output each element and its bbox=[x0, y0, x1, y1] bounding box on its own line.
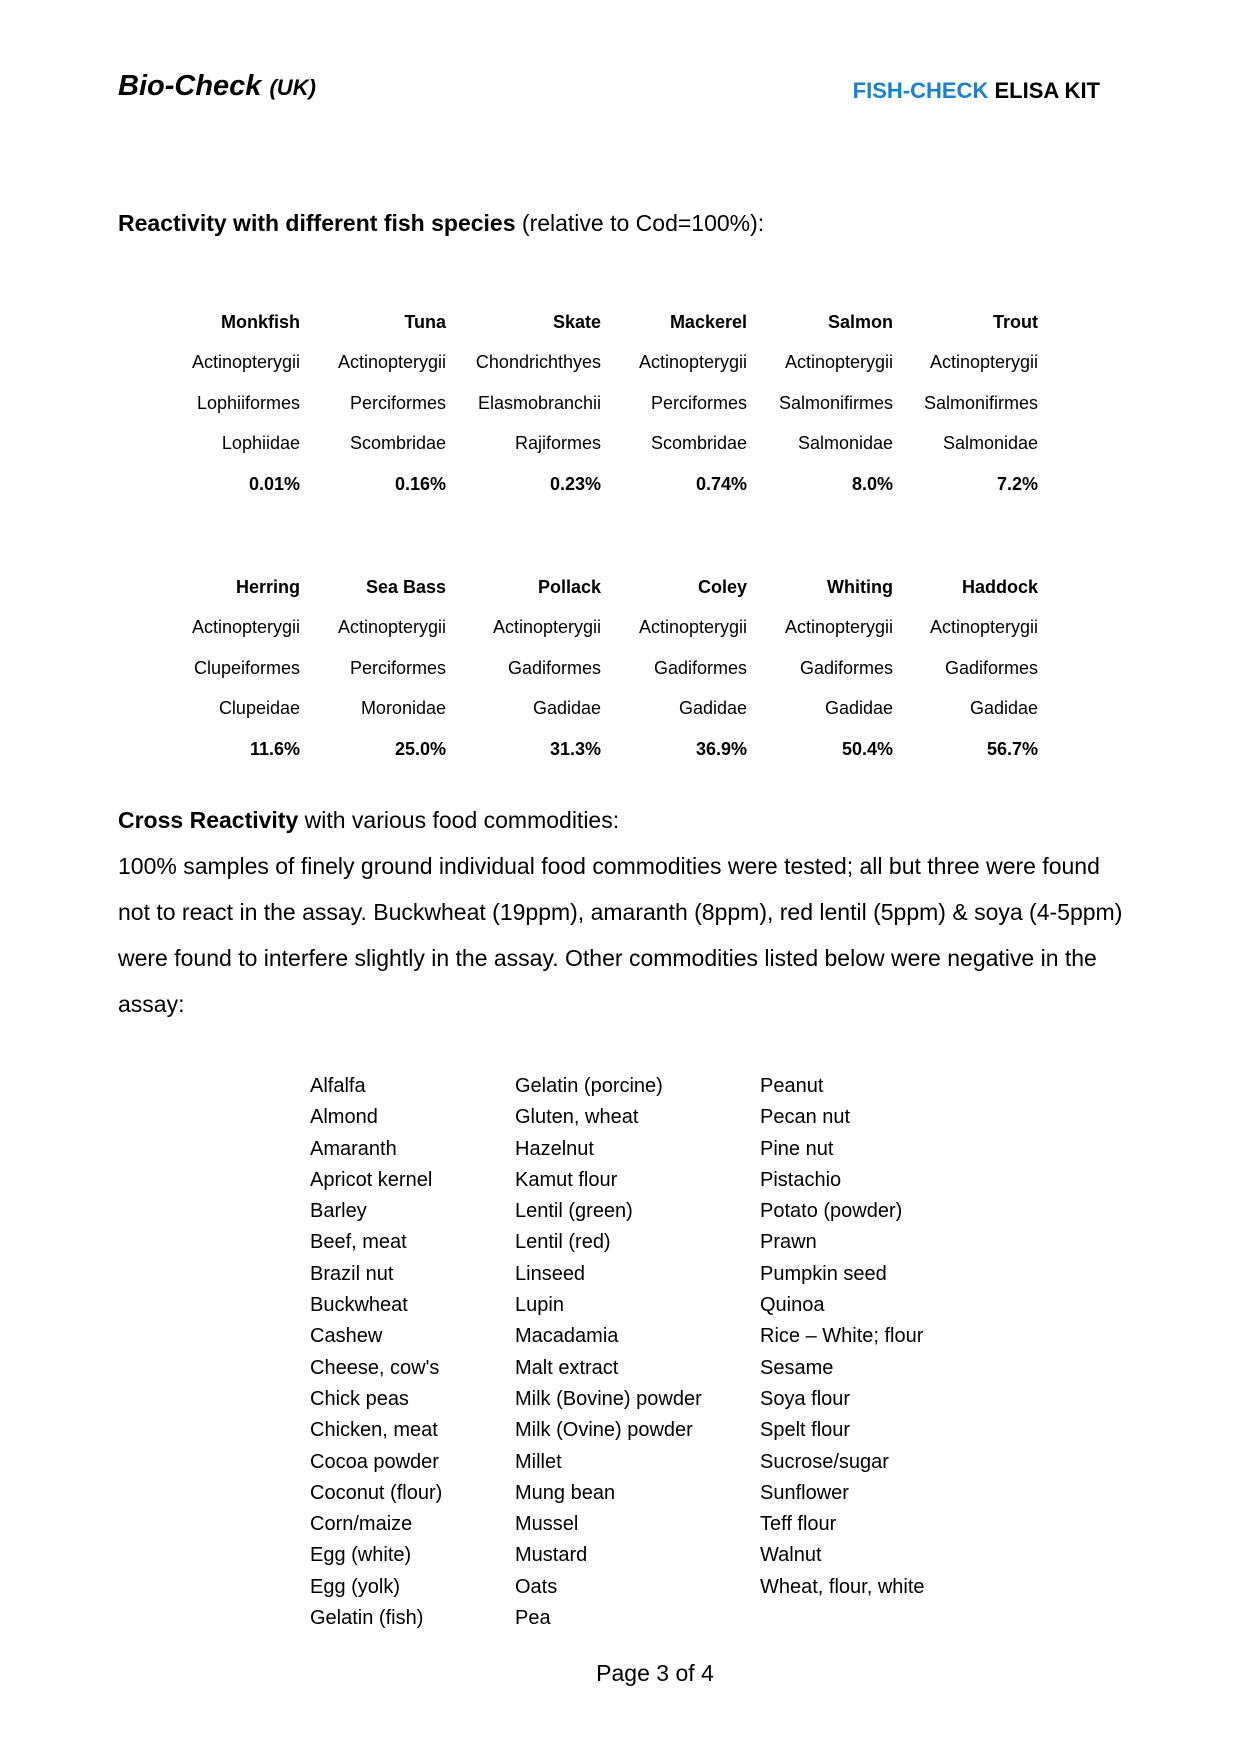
commodity-item: Egg (white) bbox=[310, 1544, 412, 1567]
fish-cell-species-name: Mackerel bbox=[669, 311, 747, 332]
fish-cell-species-name: Pollack bbox=[537, 576, 601, 597]
fish-cell-family: Scombridae bbox=[349, 433, 446, 454]
fish-reactivity-table-2 bbox=[118, 567, 1038, 770]
cross-reactivity-paragraph: 100% samples of finely ground individual food commodities were tested; all but three were found not to react in the assay. Buckwheat (19ppm), amaranth (8ppm), red lentil (5ppm) & soya (4-5ppm) were found to interfere slightly in the assay. Other commodities listed below were negative in the assay: bbox=[118, 853, 1123, 1017]
fish-cell-percent: 0.01% bbox=[248, 473, 300, 494]
commodity-item: Beef, meat bbox=[310, 1231, 407, 1254]
commodity-item: Malt extract bbox=[515, 1356, 619, 1379]
cross-reactivity-heading bbox=[118, 797, 1128, 843]
fish-cell-order: Perciformes bbox=[650, 392, 747, 413]
commodity-item: Egg (yolk) bbox=[310, 1575, 401, 1598]
brand-logo bbox=[118, 70, 316, 103]
commodity-item: Mung bean bbox=[515, 1481, 616, 1504]
commodity-item: Alfalfa bbox=[310, 1075, 366, 1097]
fish-cell-class: Actinopterygii bbox=[191, 617, 300, 638]
commodity-item: Pumpkin seed bbox=[760, 1262, 887, 1285]
fish-row-order bbox=[118, 383, 1038, 424]
fish-cell-percent: 50.4% bbox=[841, 738, 893, 759]
fish-cell-class: Actinopterygii bbox=[784, 617, 893, 638]
fish-cell-class: Actinopterygii bbox=[492, 617, 601, 638]
fish-cell-family: Clupeidae bbox=[218, 698, 300, 719]
commodity-item: Pecan nut bbox=[760, 1106, 851, 1129]
fish-cell-order: Lophiiformes bbox=[196, 392, 300, 413]
commodity-item: Pine nut bbox=[760, 1137, 834, 1160]
commodity-item: Cocoa powder bbox=[310, 1450, 439, 1473]
reactivity-heading bbox=[118, 210, 764, 237]
commodity-item: Corn/maize bbox=[310, 1513, 413, 1536]
fish-cell-order: Perciformes bbox=[349, 657, 446, 678]
commodity-item: Apricot kernel bbox=[310, 1168, 433, 1191]
commodity-item: Linseed bbox=[515, 1262, 586, 1285]
commodity-column-1 bbox=[310, 1071, 442, 1634]
commodity-item: Lupin bbox=[515, 1294, 564, 1317]
fish-cell-family: Gadidae bbox=[824, 698, 893, 719]
fish-reactivity-table-1 bbox=[118, 302, 1038, 505]
commodity-item: Brazil nut bbox=[310, 1262, 394, 1285]
fish-cell-family: Salmonidae bbox=[797, 433, 893, 454]
commodity-item: Pea bbox=[515, 1607, 551, 1630]
fish-cell-class: Actinopterygii bbox=[929, 352, 1038, 373]
commodity-item: Almond bbox=[310, 1106, 378, 1129]
fish-row-class bbox=[118, 608, 1038, 649]
fish-cell-family: Gadidae bbox=[678, 698, 747, 719]
commodity-item: Buckwheat bbox=[310, 1294, 408, 1317]
commodity-item: Cashew bbox=[310, 1325, 383, 1348]
fish-cell-percent: 0.16% bbox=[394, 473, 446, 494]
fish-cell-percent: 0.74% bbox=[695, 473, 747, 494]
fish-cell-percent: 56.7% bbox=[986, 738, 1038, 759]
fish-cell-species-name: Sea Bass bbox=[365, 576, 446, 597]
fish-cell-order: Gadiformes bbox=[653, 657, 747, 678]
commodity-item: Kamut flour bbox=[515, 1168, 618, 1191]
fish-row-percent bbox=[118, 464, 1038, 505]
page-header bbox=[118, 70, 1100, 112]
fish-cell-percent: 36.9% bbox=[695, 738, 747, 759]
commodity-item: Sesame bbox=[760, 1356, 834, 1379]
fish-cell-species-name: Herring bbox=[235, 576, 300, 597]
commodity-item: Quinoa bbox=[760, 1294, 825, 1317]
fish-row-percent bbox=[118, 729, 1038, 770]
commodity-column-2 bbox=[515, 1071, 702, 1634]
kit-title-rest: ELISA KIT bbox=[994, 78, 1100, 103]
fish-cell-class: Chondrichthyes bbox=[475, 352, 601, 373]
commodity-item: Rice – White; flour bbox=[760, 1325, 924, 1348]
commodity-item: Milk (Bovine) powder bbox=[515, 1387, 702, 1410]
fish-row-family bbox=[118, 689, 1038, 730]
kit-title bbox=[853, 78, 1100, 104]
fish-cell-order: Perciformes bbox=[349, 392, 446, 413]
commodity-item: Mustard bbox=[515, 1544, 588, 1567]
fish-cell-family: Lophiidae bbox=[221, 433, 300, 454]
fish-cell-species-name: Skate bbox=[552, 311, 601, 332]
fish-cell-order: Salmonifirmes bbox=[778, 392, 893, 413]
fish-cell-class: Actinopterygii bbox=[337, 352, 446, 373]
fish-cell-order: Salmonifirmes bbox=[923, 392, 1038, 413]
commodity-item: Lentil (green) bbox=[515, 1200, 633, 1223]
fish-row-class bbox=[118, 343, 1038, 384]
kit-title-accent: FISH-CHECK bbox=[852, 78, 989, 103]
commodity-item: Macadamia bbox=[515, 1325, 619, 1348]
commodity-item: Peanut bbox=[760, 1075, 824, 1097]
brand-country: (UK) bbox=[269, 75, 316, 100]
fish-cell-class: Actinopterygii bbox=[929, 617, 1038, 638]
fish-cell-species-name: Monkfish bbox=[221, 311, 300, 332]
fish-cell-family: Moronidae bbox=[360, 698, 446, 719]
fish-cell-percent: 8.0% bbox=[851, 473, 893, 494]
fish-cell-species-name: Tuna bbox=[404, 311, 446, 332]
commodity-column-3 bbox=[760, 1071, 925, 1603]
fish-cell-order: Gadiformes bbox=[507, 657, 601, 678]
fish-cell-species-name: Haddock bbox=[961, 576, 1038, 597]
fish-cell-class: Actinopterygii bbox=[638, 352, 747, 373]
commodity-item: Chick peas bbox=[310, 1387, 409, 1410]
fish-cell-class: Actinopterygii bbox=[638, 617, 747, 638]
commodity-item: Hazelnut bbox=[515, 1137, 594, 1160]
commodity-item: Gelatin (porcine) bbox=[515, 1075, 663, 1097]
commodity-item: Soya flour bbox=[760, 1387, 851, 1410]
fish-cell-family: Scombridae bbox=[650, 433, 747, 454]
commodity-item: Teff flour bbox=[760, 1513, 837, 1536]
commodity-item: Gelatin (fish) bbox=[310, 1607, 424, 1630]
fish-cell-percent: 25.0% bbox=[394, 738, 446, 759]
commodity-item: Sunflower bbox=[760, 1481, 849, 1504]
cross-reactivity-heading-rest: with various food commodities: bbox=[298, 807, 620, 833]
fish-cell-class: Actinopterygii bbox=[191, 352, 300, 373]
commodity-item: Mussel bbox=[515, 1513, 579, 1536]
commodity-item: Milk (Ovine) powder bbox=[515, 1419, 693, 1442]
fish-row-species-name bbox=[118, 302, 1038, 343]
fish-cell-percent: 0.23% bbox=[549, 473, 601, 494]
commodity-item: Amaranth bbox=[310, 1137, 397, 1160]
commodity-item: Wheat, flour, white bbox=[760, 1575, 925, 1598]
commodity-item: Coconut (flour) bbox=[310, 1481, 443, 1504]
cross-reactivity-heading-bold: Cross Reactivity bbox=[118, 807, 299, 833]
fish-cell-order: Clupeiformes bbox=[193, 657, 300, 678]
commodity-item: Lentil (red) bbox=[515, 1231, 611, 1254]
fish-cell-percent: 7.2% bbox=[996, 473, 1038, 494]
commodity-item: Walnut bbox=[760, 1544, 822, 1567]
fish-row-family bbox=[118, 424, 1038, 465]
fish-cell-order: Gadiformes bbox=[799, 657, 893, 678]
page-number: Page 3 of 4 bbox=[596, 1660, 714, 1686]
fish-row-order bbox=[118, 648, 1038, 689]
commodity-item: Potato (powder) bbox=[760, 1200, 903, 1223]
reactivity-heading-bold: Reactivity with different fish species bbox=[118, 210, 516, 236]
commodity-item: Chicken, meat bbox=[310, 1419, 438, 1442]
commodity-item: Gluten, wheat bbox=[515, 1106, 639, 1129]
fish-cell-species-name: Coley bbox=[697, 576, 747, 597]
fish-cell-family: Rajiformes bbox=[514, 433, 601, 454]
commodity-item: Cheese, cow's bbox=[310, 1356, 440, 1379]
fish-cell-species-name: Whiting bbox=[827, 576, 893, 597]
commodity-item: Barley bbox=[310, 1200, 367, 1223]
commodity-item: Oats bbox=[515, 1575, 558, 1598]
commodity-item: Pistachio bbox=[760, 1168, 842, 1191]
fish-cell-species-name: Salmon bbox=[827, 311, 893, 332]
brand-name: Bio-Check bbox=[118, 70, 262, 102]
fish-cell-family: Gadidae bbox=[969, 698, 1038, 719]
fish-cell-order: Gadiformes bbox=[944, 657, 1038, 678]
commodity-item: Spelt flour bbox=[760, 1419, 851, 1442]
fish-cell-family: Salmonidae bbox=[942, 433, 1038, 454]
fish-cell-species-name: Trout bbox=[993, 311, 1038, 332]
fish-cell-order: Elasmobranchii bbox=[477, 392, 601, 413]
commodity-item: Millet bbox=[515, 1450, 562, 1473]
fish-row-species-name bbox=[118, 567, 1038, 608]
fish-cell-percent: 31.3% bbox=[549, 738, 601, 759]
commodity-item: Sucrose/sugar bbox=[760, 1450, 889, 1473]
fish-cell-percent: 11.6% bbox=[249, 738, 300, 759]
fish-cell-family: Gadidae bbox=[532, 698, 601, 719]
reactivity-heading-rest: (relative to Cod=100%): bbox=[515, 210, 765, 236]
fish-cell-class: Actinopterygii bbox=[784, 352, 893, 373]
fish-cell-class: Actinopterygii bbox=[337, 617, 446, 638]
commodity-item: Prawn bbox=[760, 1231, 817, 1254]
